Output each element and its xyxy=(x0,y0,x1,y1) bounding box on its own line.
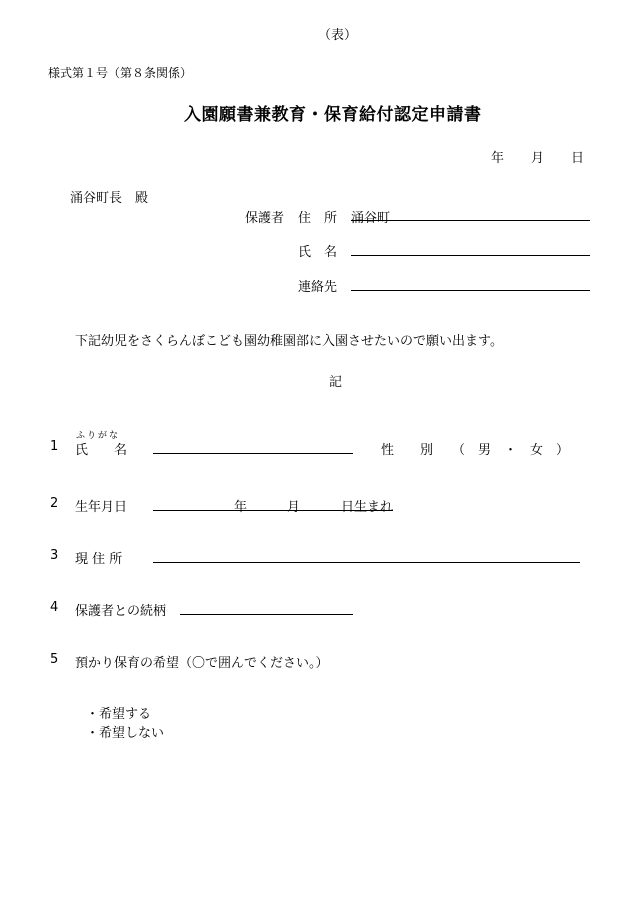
statement: 下記幼児をさくらんぼこども園幼稚園部に入園させたいので願い出ます。 xyxy=(75,334,503,349)
birthdate-month: 月 xyxy=(287,500,301,515)
date-month: 月 xyxy=(531,151,545,166)
current-address-line[interactable] xyxy=(153,562,580,563)
relationship-line[interactable] xyxy=(180,614,353,615)
guardian-address-line[interactable] xyxy=(351,220,590,221)
addressee: 涌谷町長 殿 xyxy=(70,191,149,206)
item-1-sex-options[interactable]: （ 男 ・ 女 ） xyxy=(452,443,570,458)
document-title: 入園願書兼教育・保育給付認定申請書 xyxy=(184,105,482,125)
guardian-name-line[interactable] xyxy=(351,255,590,256)
child-name-line[interactable] xyxy=(153,453,353,454)
side-label: （表） xyxy=(318,28,358,43)
item-5-label: 預かり保育の希望（〇で囲んでください。） xyxy=(75,656,329,671)
guardian-contact-label: 連絡先 xyxy=(298,280,338,295)
item-3-number: 3 xyxy=(50,548,59,563)
date-year: 年 xyxy=(491,151,505,166)
guardian-name-label: 氏 名 xyxy=(298,245,338,260)
item-1-number: 1 xyxy=(50,439,59,454)
guardian-label: 保護者 xyxy=(245,211,285,226)
guardian-address-label: 住 所 xyxy=(298,211,338,226)
birthdate-year: 年 xyxy=(234,500,248,515)
item-5-number: 5 xyxy=(50,652,59,667)
guardian-contact-line[interactable] xyxy=(351,290,590,291)
item-1-sex-label: 性 別 xyxy=(381,443,434,458)
form-number: 様式第１号（第８条関係） xyxy=(48,66,193,80)
item-1-furigana: ふりがな xyxy=(76,431,121,441)
option-no-wish[interactable]: ・希望しない xyxy=(86,726,165,741)
ki-label: 記 xyxy=(329,375,343,390)
option-wish[interactable]: ・希望する xyxy=(86,707,152,722)
item-2-label: 生年月日 xyxy=(75,500,128,515)
item-2-number: 2 xyxy=(50,496,59,511)
item-4-number: 4 xyxy=(50,600,59,615)
item-3-label: 現 住 所 xyxy=(75,552,123,567)
item-1-label: 氏 名 xyxy=(75,443,128,458)
item-4-label: 保護者との続柄 xyxy=(75,604,167,619)
date-day: 日 xyxy=(571,151,585,166)
guardian-address-value: 涌谷町 xyxy=(351,211,391,226)
birthdate-suffix: 日生まれ xyxy=(341,500,394,515)
